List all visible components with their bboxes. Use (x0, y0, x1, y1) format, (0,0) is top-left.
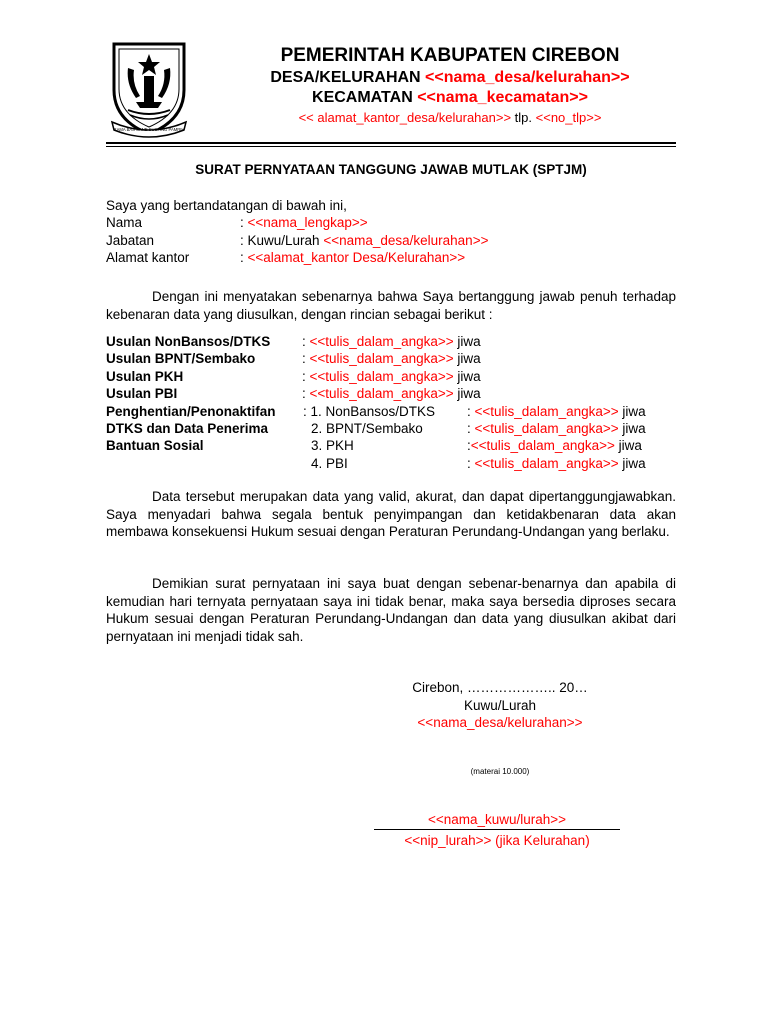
paragraph-statement: Dengan ini menyatakan sebenarnya bahwa Saya bertanggung jawab penuh terhadap kebenaran data yang diusulkan, dengan rincian sebagai berikut : (106, 289, 676, 322)
penghentian-item-value: :<<tulis_dalam_angka>> jiwa (467, 438, 642, 453)
identity-label-position: Jabatan (106, 233, 155, 248)
signature-place-date: Cirebon, ……………….. 20… (412, 680, 588, 695)
address-placeholder: << alamat_kantor_desa/kelurahan>> (298, 110, 512, 125)
logo-motto: RAMA BAS SANE SUCI ING PAMRIH (113, 127, 185, 132)
district-placeholder: <<nama_kecamatan>> (417, 89, 588, 106)
header-rule-thin (106, 146, 676, 147)
penghentian-item-value: : <<tulis_dalam_angka>> jiwa (467, 421, 646, 436)
paragraph-closing: Demikian surat pernyataan ini saya buat dengan sebenar-benarnya dan apabila di kemudian hari ternyata pernyataan saya ini tidak benar, maka saya bersedia diproses secara Hukum sesuai dengan Peraturan Perundang-Undangan dan data yang diusulkan akibat dari pernyataan ini menjadi tidak sah. (106, 576, 676, 644)
signature-name: <<nama_kuwu/lurah>> (427, 812, 567, 827)
village-placeholder: <<nama_desa/kelurahan>> (425, 69, 630, 86)
identity-label-name: Nama (106, 215, 143, 230)
identity-value-position: : Kuwu/Lurah <<nama_desa/kelurahan>> (240, 233, 489, 248)
penghentian-item-name: 3. PKH (311, 438, 354, 453)
signature-nip: <<nip_lurah>> (jika Kelurahan) (404, 833, 590, 848)
identity-value-address: : <<alamat_kantor Desa/Kelurahan>> (240, 250, 466, 265)
penghentian-item-name: 4. PBI (311, 456, 348, 471)
usulan-value: : <<tulis_dalam_angka>> jiwa (302, 369, 481, 384)
usulan-label: Usulan BPNT/Sembako (106, 351, 256, 366)
penghentian-item-name: : 1. NonBansos/DTKS (303, 404, 436, 419)
identity-value-name: : <<nama_lengkap>> (240, 215, 368, 230)
penghentian-item-value: : <<tulis_dalam_angka>> jiwa (467, 404, 646, 419)
usulan-value: : <<tulis_dalam_angka>> jiwa (302, 351, 481, 366)
usulan-label: Usulan PBI (106, 386, 178, 401)
signature-position: Kuwu/Lurah (463, 698, 537, 713)
usulan-value: : <<tulis_dalam_angka>> jiwa (302, 386, 481, 401)
penghentian-label-line: DTKS dan Data Penerima (106, 421, 269, 436)
letter-title: SURAT PERNYATAAN TANGGUNG JAWAB MUTLAK (SPTJM) (195, 162, 587, 177)
penghentian-item-value: : <<tulis_dalam_angka>> jiwa (467, 456, 646, 471)
identity-label-address: Alamat kantor (106, 250, 190, 265)
signature-village: <<nama_desa/kelurahan>> (417, 715, 583, 730)
phone-label: tlp. (511, 110, 536, 125)
phone-placeholder: <<no_tlp>> (535, 110, 602, 125)
header-village (200, 69, 700, 87)
village-prefix: DESA/KELURAHAN (270, 69, 426, 86)
penghentian-label-line: Penghentian/Penonaktifan (106, 404, 276, 419)
penghentian-item-name: 2. BPNT/Sembako (311, 421, 423, 436)
signature-line (374, 829, 620, 830)
cirebon-regency-logo (106, 38, 192, 138)
header-district (200, 89, 700, 107)
district-prefix: KECAMATAN (312, 89, 418, 106)
usulan-label: Usulan PKH (106, 369, 184, 384)
header-address (200, 110, 700, 125)
paragraph-validity: Data tersebut merupakan data yang valid, akurat, dan dapat dipertanggungjawabkan. Saya menyadari bahwa segala bentuk penyimpangan dan ketidakbenaran data akan membawa konsekuensi Hukum sesuai dengan Peraturan Perundang-Undangan yang berlaku. (106, 489, 676, 539)
stamp-duty-note: (materai 10.000) (470, 767, 530, 776)
intro-text: Saya yang bertandatangan di bawah ini, (106, 198, 347, 213)
header-government: PEMERINTAH KABUPATEN CIREBON (280, 45, 620, 66)
header-rule-thick (106, 142, 676, 144)
penghentian-label-line: Bantuan Sosial (106, 438, 204, 453)
usulan-value: : <<tulis_dalam_angka>> jiwa (302, 334, 481, 349)
usulan-label: Usulan NonBansos/DTKS (106, 334, 271, 349)
